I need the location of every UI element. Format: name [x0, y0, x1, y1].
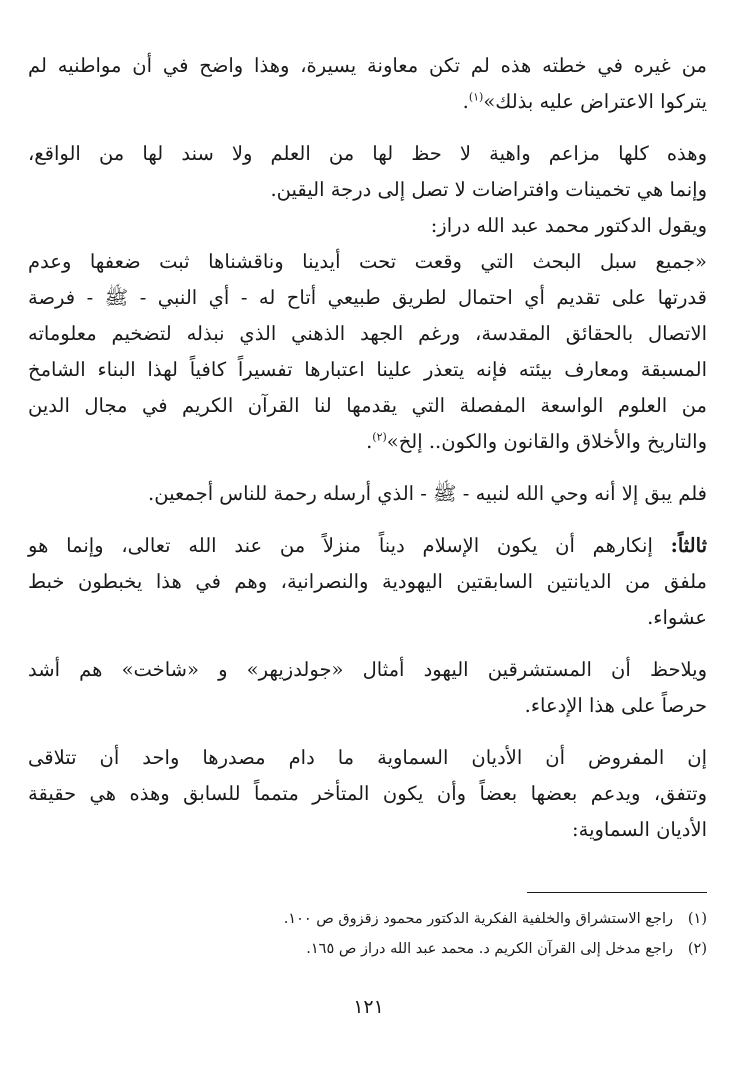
footnote-number: (١) [687, 911, 707, 927]
text-line [28, 812, 707, 848]
text-line [28, 424, 707, 460]
text-line [28, 48, 707, 84]
sentence-end: . [366, 430, 373, 453]
footnote-marker[interactable]: (٢) [372, 430, 387, 444]
line-text: وتتفق، ويدعم بعضها بعضاً وأن يكون المتأخر متمماً للسابق وهذه هي حقيقة [28, 782, 707, 805]
text-line [28, 84, 707, 120]
text-line [28, 136, 707, 172]
paragraph-gap [28, 512, 707, 528]
footnote-text: راجع الاستشراق والخلفية الفكرية الدكتور محمود زقزوق ص ١٠٠. [283, 911, 673, 927]
sentence-end: . [462, 90, 469, 113]
text-line [28, 776, 707, 812]
text-line [28, 564, 707, 600]
line-text: وإنما هي تخمينات وافتراضات لا تصل إلى درجة اليقين. [270, 178, 707, 201]
line-text: ملفق من الديانتين السابقتين اليهودية والنصرانية، وهم في هذا يخبطون خبط [28, 570, 707, 593]
text-line [28, 688, 707, 724]
text-line [28, 600, 707, 636]
paragraph [28, 476, 707, 512]
paragraph-gap [28, 636, 707, 652]
paragraph-gap [28, 460, 707, 476]
footnote-marker[interactable]: (١) [468, 90, 484, 104]
paragraph-gap [28, 120, 707, 136]
paragraph-gap [28, 724, 707, 740]
line-text: ويقول الدكتور محمد عبد الله دراز: [430, 214, 707, 237]
text-line [28, 244, 707, 280]
footnote-2 [40, 938, 707, 960]
line-text: ويلاحظ أن المستشرقين اليهود أمثال «جولدزيهر» و «شاخت» هم أشد [28, 658, 707, 681]
line-text: من غيره في خطته هذه لم تكن معاونة يسيرة، وهذا واضح في أن مواطنيه لم [28, 54, 707, 77]
paragraph [28, 48, 707, 120]
line-text: والتاريخ والأخلاق والقانون والكون.. إلخ» [386, 430, 707, 453]
paragraph [28, 136, 707, 244]
line-text: المسبقة ومعارف بيئته فإنه يتعذر علينا اعتبارها تفسيراً كافياً لهذا البناء الشامخ [28, 358, 707, 381]
text-line [28, 652, 707, 688]
paragraph [28, 244, 707, 460]
text-line [28, 208, 707, 244]
line-text: إن المفروض أن الأديان السماوية ما دام مصدرها واحد أن تتلاقى [28, 746, 707, 769]
paragraph [28, 740, 707, 848]
footnote-number: (٢) [687, 941, 707, 957]
text-line [28, 280, 707, 316]
footnote-text: راجع مدخل إلى القرآن الكريم د. محمد عبد الله دراز ص ١٦٥. [306, 941, 673, 957]
text-line [28, 388, 707, 424]
text-line [28, 172, 707, 208]
line-text: فلم يبق إلا أنه وحي الله لنبيه - ﷺ - الذي أرسله رحمة للناس أجمعين. [148, 482, 707, 505]
footnote-1 [40, 908, 707, 930]
page-number: ١٢١ [353, 996, 384, 1018]
text-line [28, 316, 707, 352]
line-text: إنكارهم أن يكون الإسلام ديناً منزلاً من عند الله تعالى، وإنما هو [28, 534, 671, 557]
text-line [28, 352, 707, 388]
paragraph [28, 652, 707, 724]
text-line [28, 528, 707, 564]
body-text [28, 48, 707, 848]
line-text: وهذه كلها مزاعم واهية لا حظ لها من العلم ولا سند لها من الواقع، [28, 142, 707, 165]
footnote-separator [527, 892, 707, 893]
line-text: قدرتها على تقديم أي احتمال لطريق طبيعي أتاح له - أي النبي - ﷺ - فرصة [28, 286, 707, 309]
line-text: يتركوا الاعتراض عليه بذلك» [483, 90, 707, 113]
line-text: الاتصال بالحقائق المقدسة، ورغم الجهد الذهني الذي نبذله لتضخيم معلوماته [28, 322, 707, 345]
line-text: عشواء. [647, 606, 707, 629]
paragraph [28, 528, 707, 636]
section-lead: ثالثاً: [670, 534, 707, 557]
line-text: من العلوم الواسعة المفصلة التي يقدمها لنا القرآن الكريم في مجال الدين [28, 394, 707, 417]
line-text: حرصاً على هذا الإدعاء. [524, 694, 707, 717]
text-line [28, 476, 707, 512]
line-text: الأديان السماوية: [572, 818, 707, 841]
line-text: «جميع سبل البحث التي وقعت تحت أيدينا وناقشناها ثبت ضعفها وعدم [28, 250, 707, 273]
text-line [28, 740, 707, 776]
